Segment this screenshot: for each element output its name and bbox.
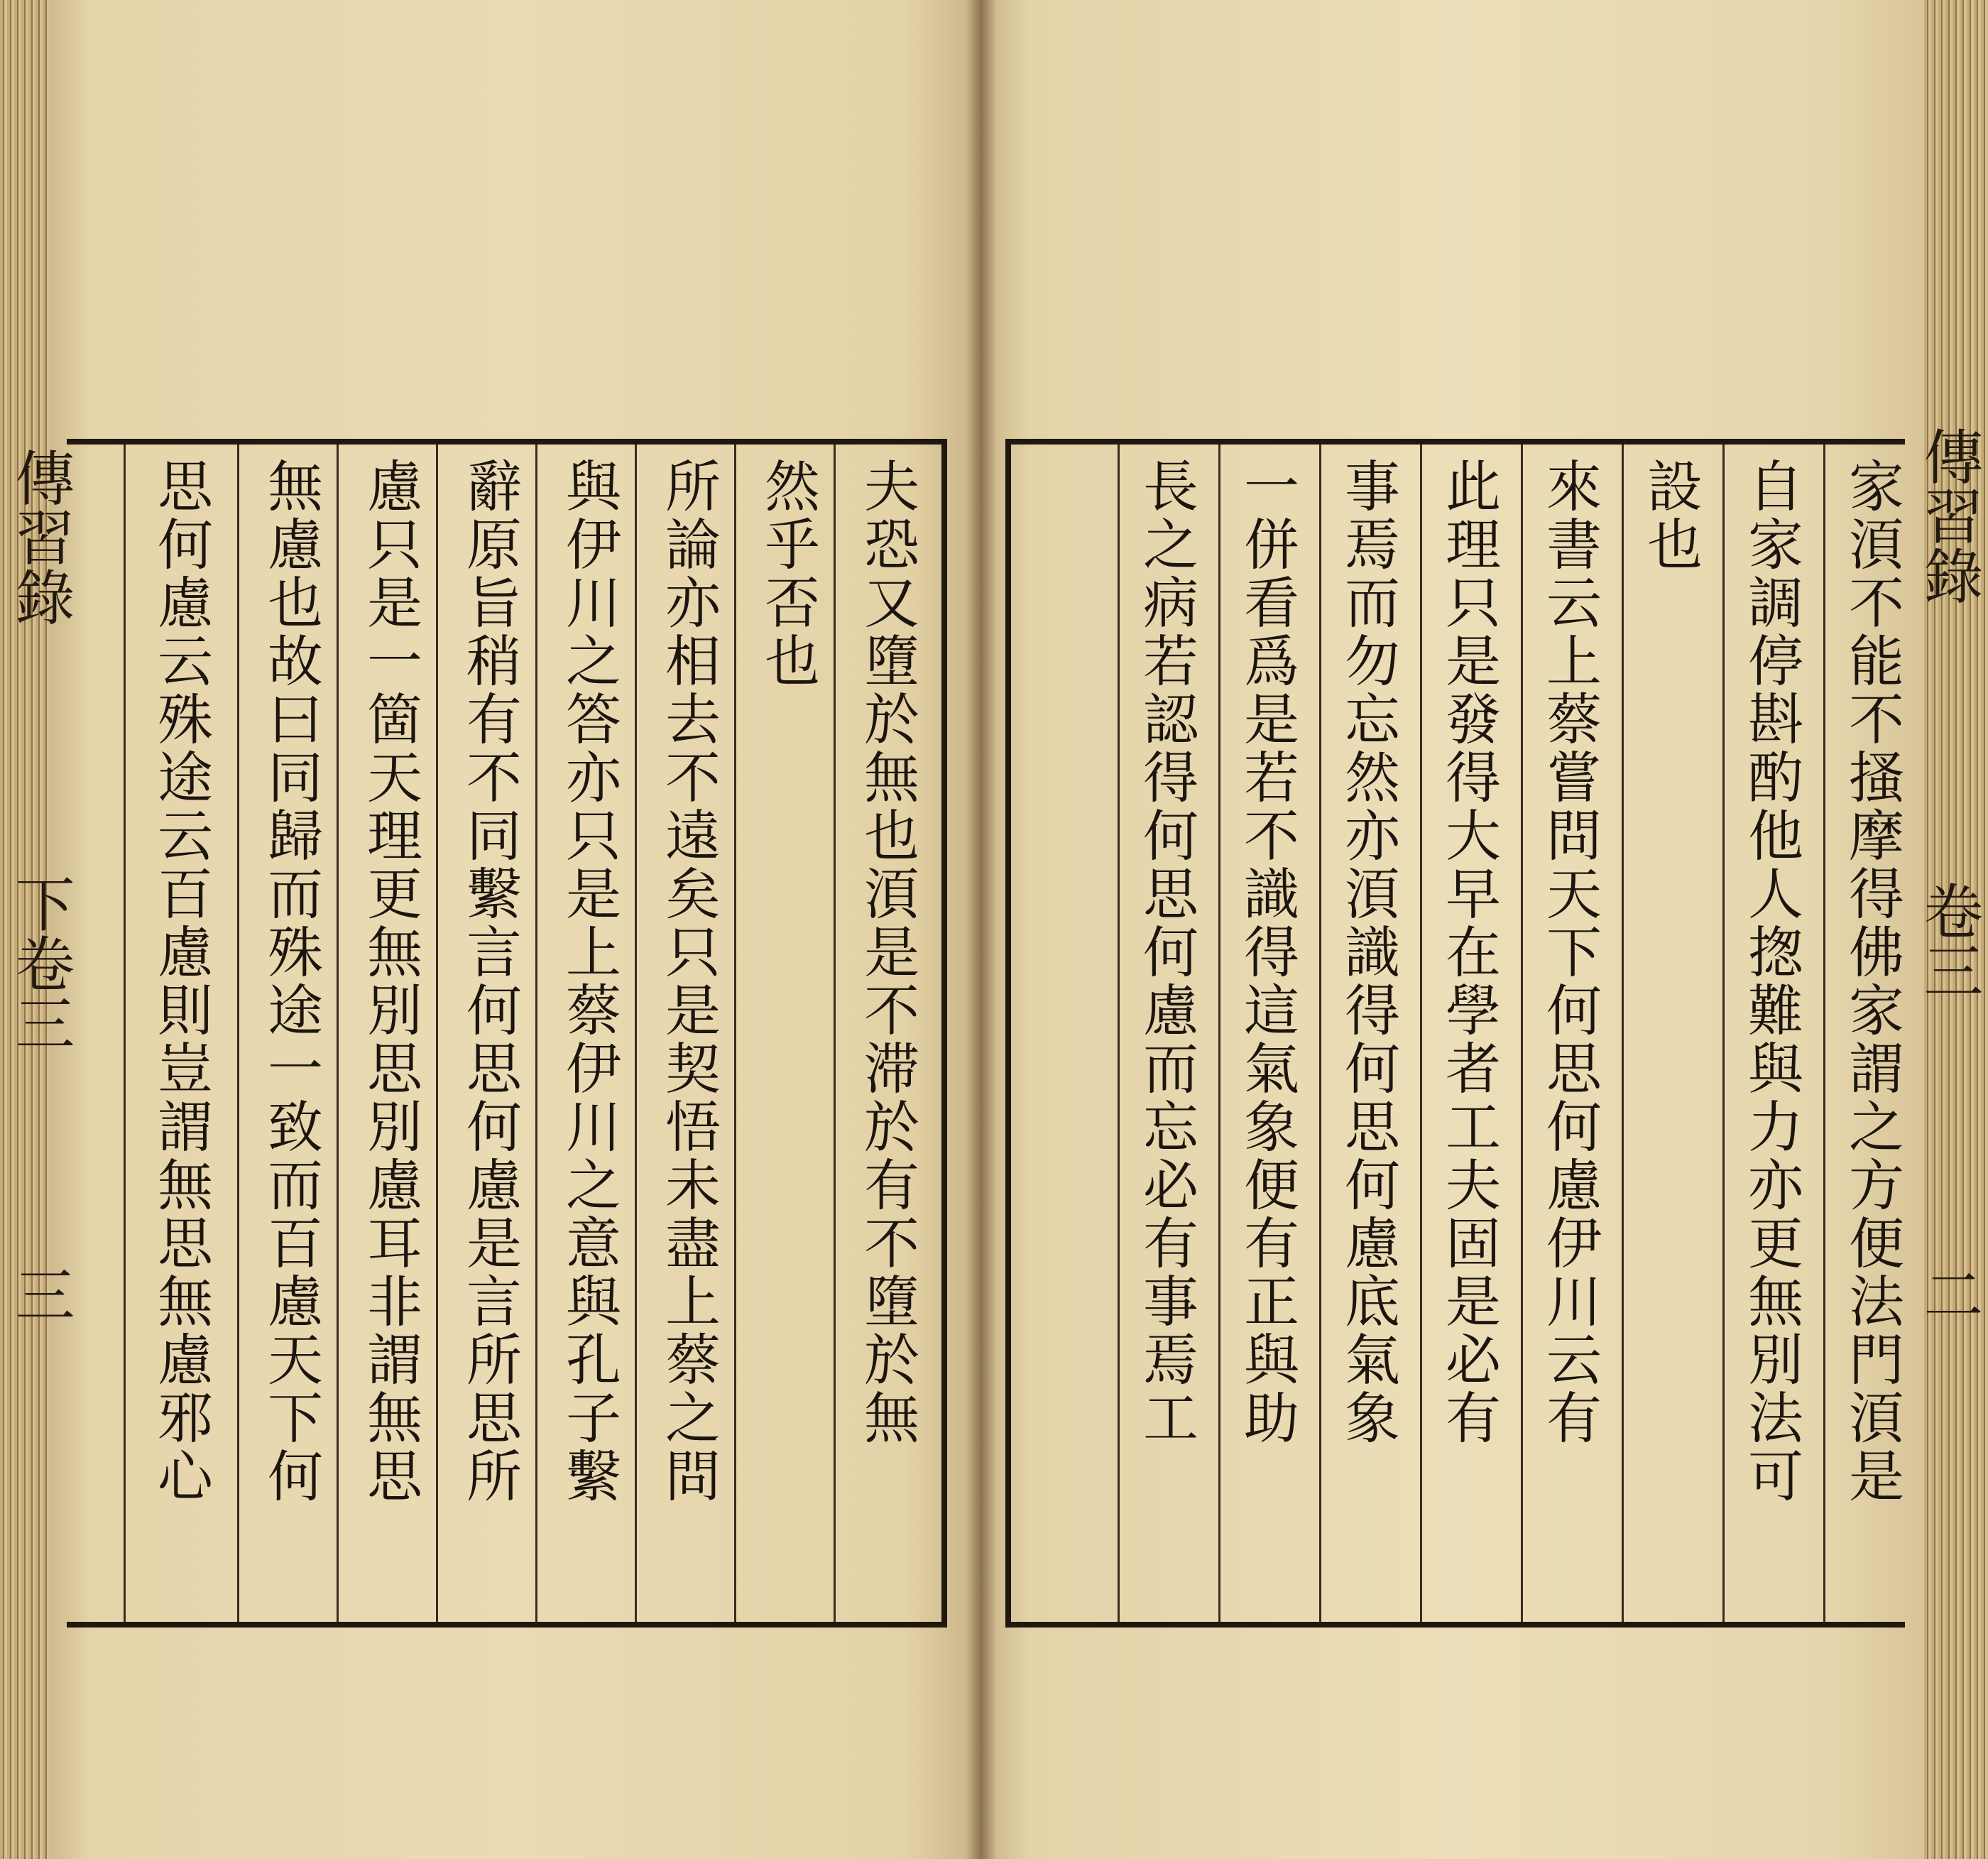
text-column-1: 家湏不能不搔摩得佛家謂之方便法門湏是 (1840, 457, 1904, 1505)
margin-volume-left: 下卷三 (6, 873, 75, 1052)
column-rule (535, 445, 537, 1622)
text-column-1: 夫恐又墮於無也湏是不滞於有不墮於無 (855, 457, 919, 1447)
column-rule (734, 445, 736, 1622)
right-text-frame (1005, 439, 1905, 1628)
column-rule (337, 445, 339, 1622)
column-rule (124, 445, 126, 1622)
column-rule (1722, 445, 1725, 1622)
column-rule (635, 445, 637, 1622)
column-rule (436, 445, 438, 1622)
text-column-7: 無慮也故曰同歸而殊途一致而百慮天下何 (258, 457, 322, 1505)
text-column-5: 辭原旨稍有不同繫言何思何慮是言所思所 (457, 457, 521, 1505)
text-column-6: 慮只是一箇天理更無別思別慮耳非謂無思 (358, 457, 422, 1505)
margin-folio-right: 二 (1914, 1264, 1984, 1324)
margin-title-right: 傳習錄 (1914, 426, 1984, 605)
column-rule (1118, 445, 1120, 1622)
margin-folio-left: 三 (6, 1264, 75, 1324)
text-column-4: 來書云上蔡嘗問天下何思何慮伊川云有 (1537, 457, 1601, 1447)
text-column-3: 所論亦相去不遠矣只是契悟未盡上蔡之問 (656, 457, 720, 1505)
column-rule (1420, 445, 1422, 1622)
text-column-3: 設也 (1638, 457, 1702, 574)
text-column-2: 自家調停斟酌他人揔難與力亦更無別法可 (1739, 457, 1803, 1505)
left-text-frame (67, 439, 947, 1628)
text-column-6: 事焉而勿忘然亦湏識得何思何慮底氣象 (1336, 457, 1399, 1447)
column-rule (834, 445, 836, 1622)
column-rule (1521, 445, 1523, 1622)
column-rule (1622, 445, 1624, 1622)
book-gutter (966, 0, 997, 1859)
column-rule (237, 445, 239, 1622)
text-column-4: 與伊川之答亦只是上蔡伊川之意與孔子繫 (557, 457, 621, 1505)
column-rule (1218, 445, 1220, 1622)
text-column-8: 思何慮云殊途云百慮則豈謂無思無慮邪心 (148, 457, 212, 1505)
margin-volume-right: 卷三 (1914, 881, 1984, 1000)
margin-title-left: 傳習錄 (6, 447, 75, 626)
text-column-5: 此理只是發得大早在學者工夫固是必有 (1436, 457, 1500, 1447)
text-column-7: 一併看爲是若不識得這氣象便有正與助 (1235, 457, 1299, 1447)
text-column-2: 然乎否也 (755, 457, 819, 690)
column-rule (1823, 445, 1825, 1622)
text-column-8: 長之病若認得何思何慮而忘必有事焉工 (1134, 457, 1198, 1447)
column-rule (1319, 445, 1321, 1622)
